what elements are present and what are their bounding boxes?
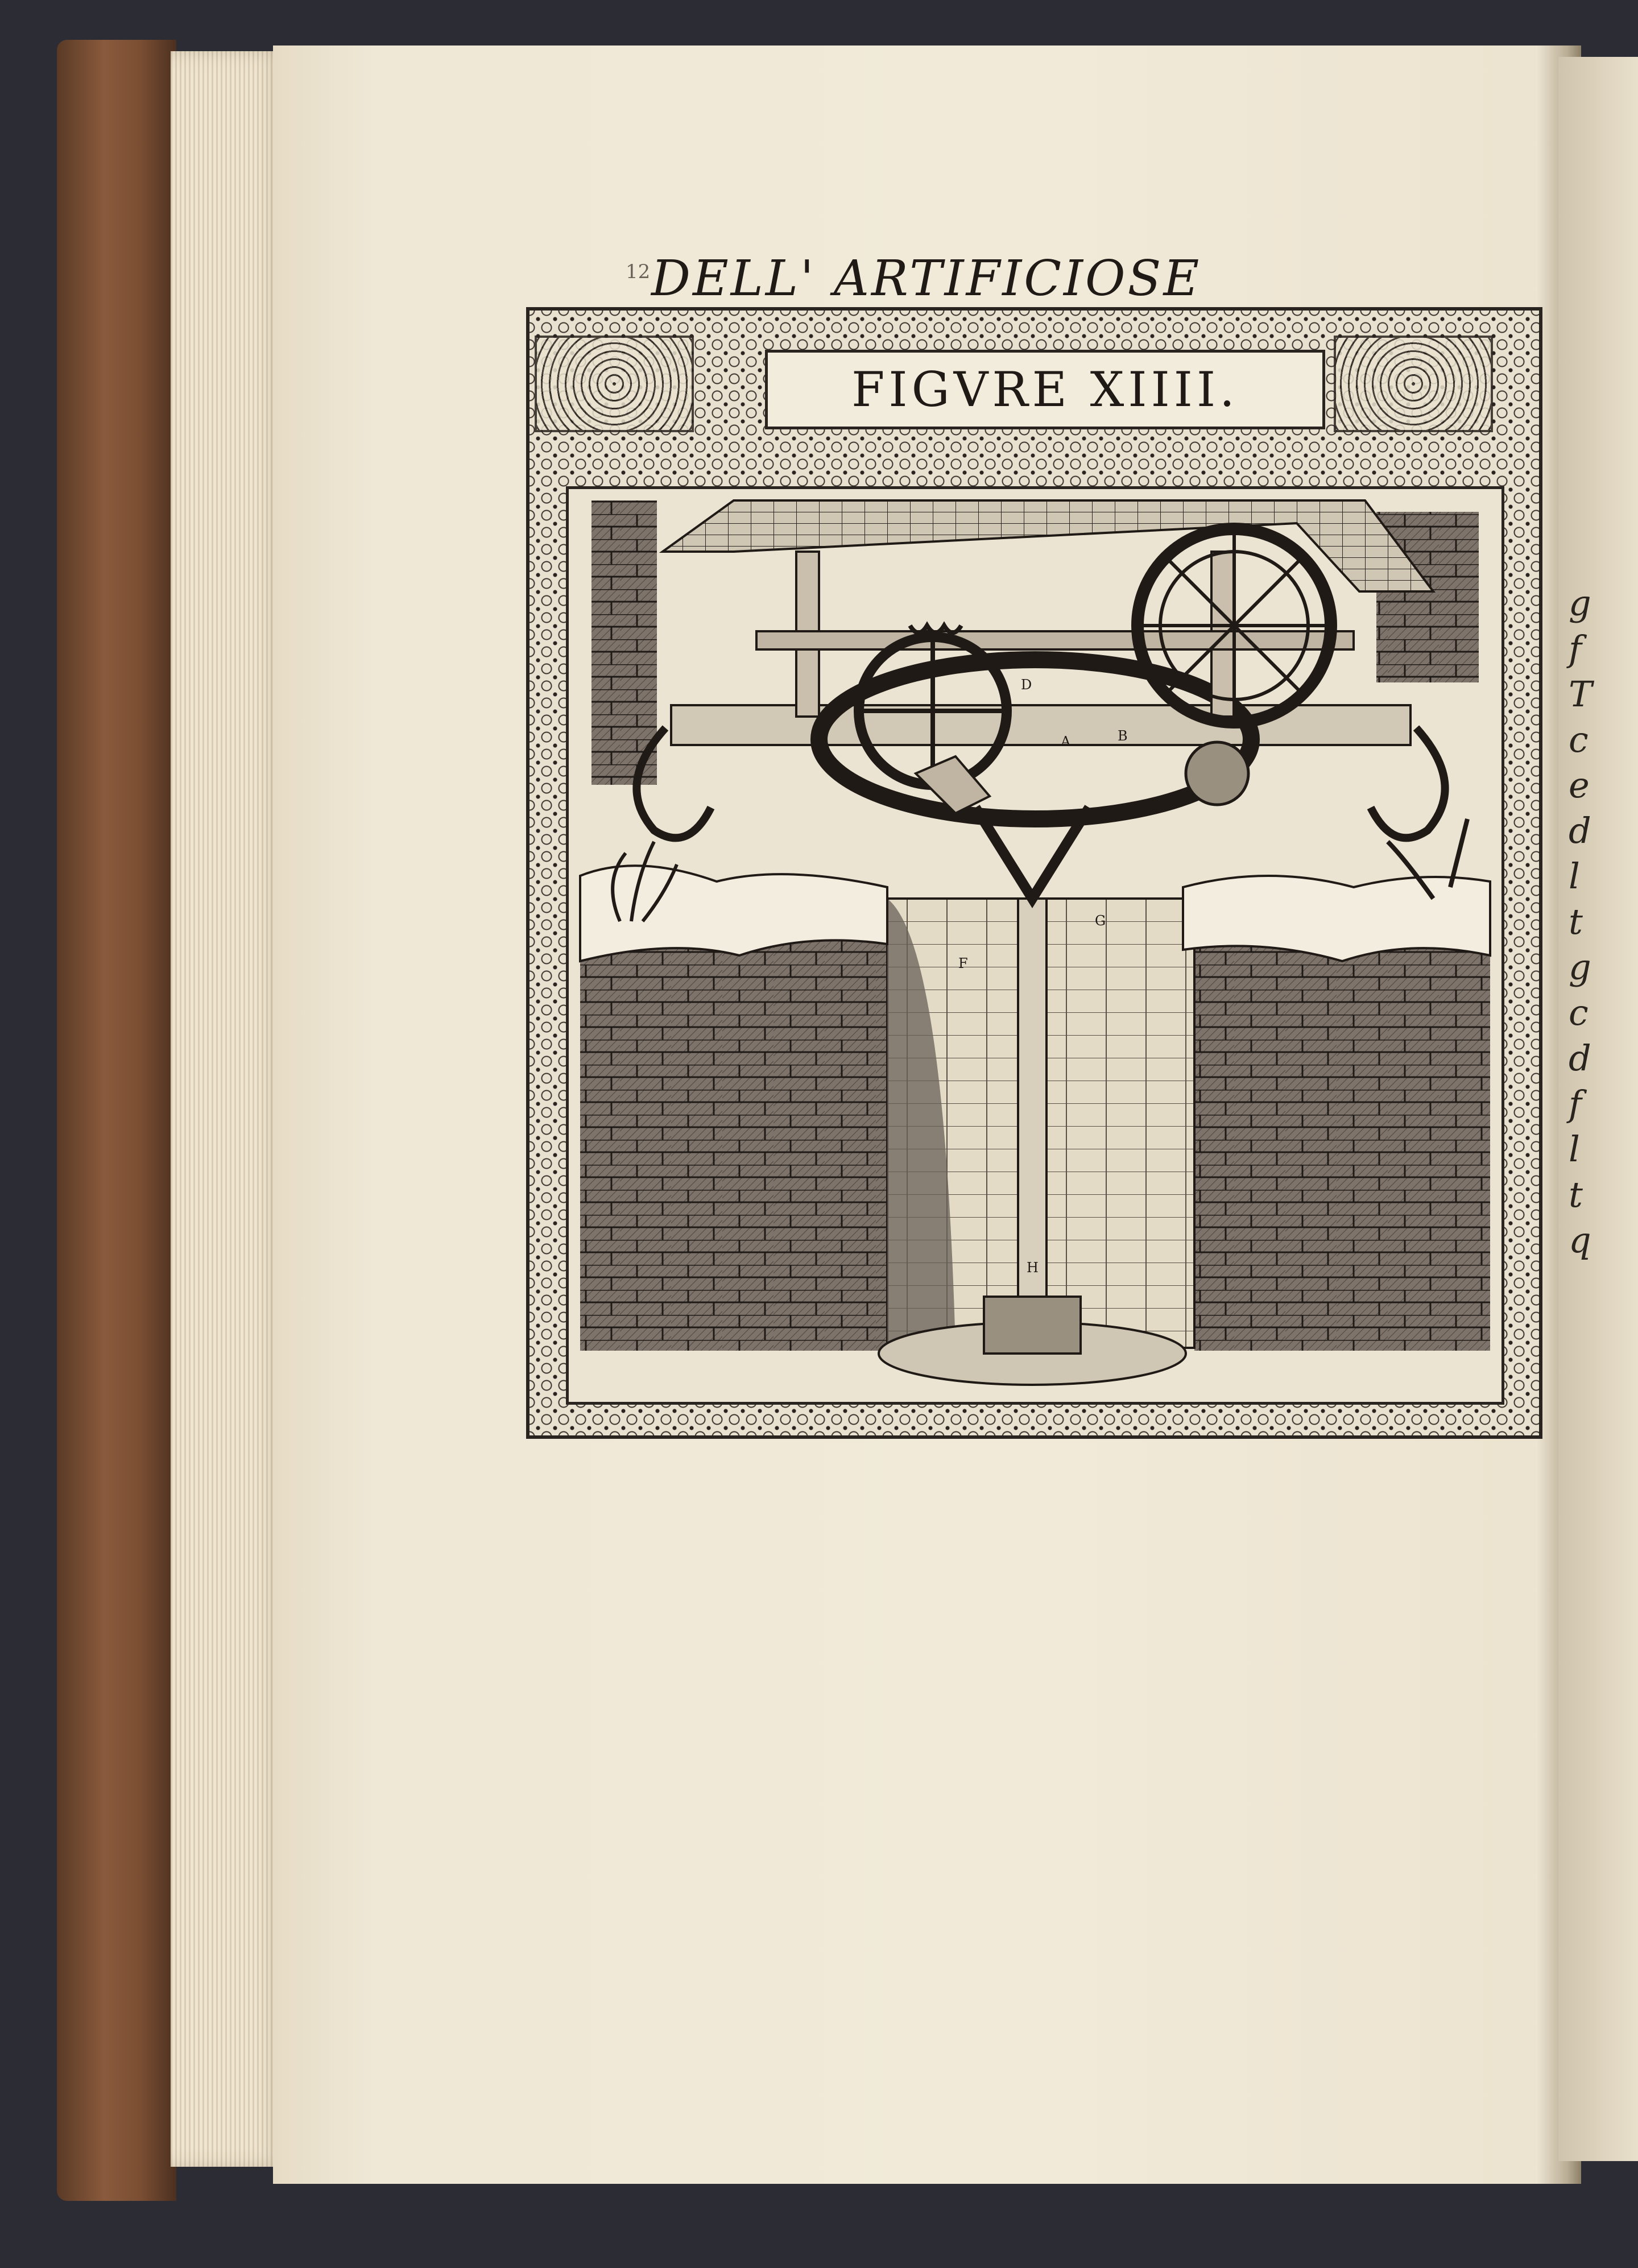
facing-line-start: e bbox=[1569, 764, 1590, 806]
worm-screw bbox=[910, 626, 961, 633]
piston-cylinder bbox=[984, 1297, 1081, 1354]
facing-line-start: g bbox=[1569, 582, 1591, 624]
running-head: DELL' ARTIFICIOSE bbox=[651, 250, 1202, 307]
facing-line-start: f bbox=[1569, 1083, 1582, 1124]
facing-line-start: l bbox=[1569, 1128, 1580, 1170]
platform-beam bbox=[671, 705, 1410, 745]
letter-label-g: G bbox=[1095, 913, 1106, 929]
pump-rod bbox=[1018, 899, 1046, 1302]
corner-ornament bbox=[1334, 336, 1493, 432]
lion-head-ornament bbox=[1186, 742, 1248, 805]
facing-line-start: f bbox=[1569, 628, 1582, 669]
page-number: 12 bbox=[626, 260, 651, 283]
letter-label-b: B bbox=[1118, 728, 1128, 744]
page-edges bbox=[171, 51, 284, 2167]
left-brick-wall bbox=[580, 910, 899, 1351]
right-brick-wall bbox=[1194, 910, 1490, 1351]
left-background-wall bbox=[592, 500, 657, 785]
facing-page bbox=[1558, 57, 1638, 2161]
facing-line-start: d bbox=[1569, 810, 1591, 851]
corner-ornament bbox=[535, 336, 694, 432]
facing-line-start: T bbox=[1569, 673, 1592, 715]
figure-title-cartouche bbox=[765, 350, 1325, 429]
facing-line-start: t bbox=[1569, 901, 1583, 942]
horizontal-worm-shaft bbox=[756, 631, 1354, 649]
facing-line-start: t bbox=[1569, 1174, 1583, 1215]
facing-line-start: d bbox=[1569, 1037, 1591, 1079]
figure-title: FIGVRE XIIII. bbox=[851, 362, 1239, 417]
letter-label-h: H bbox=[1027, 1260, 1039, 1276]
letter-label-a: A bbox=[1061, 734, 1071, 750]
leather-binding bbox=[57, 40, 176, 2201]
letter-label-d: D bbox=[1021, 677, 1032, 693]
facing-line-start: g bbox=[1569, 946, 1591, 988]
letter-label-f: F bbox=[958, 955, 968, 971]
facing-line-start: q bbox=[1569, 1219, 1591, 1261]
facing-line-start: c bbox=[1569, 992, 1589, 1033]
facing-line-start: c bbox=[1569, 719, 1589, 760]
facing-line-start: l bbox=[1569, 855, 1580, 897]
